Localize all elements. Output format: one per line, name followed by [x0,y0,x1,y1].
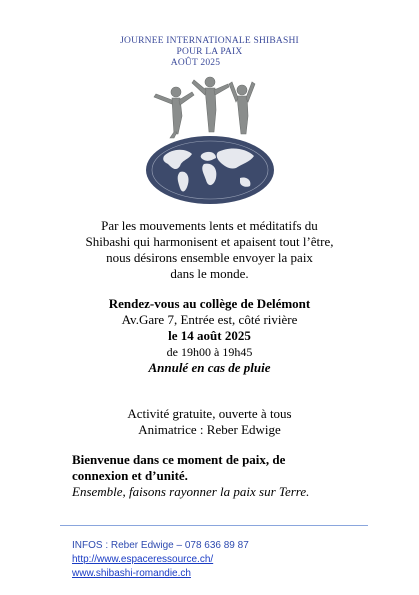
divider [60,525,368,526]
rendezvous-date: le 14 août 2025 [168,328,251,343]
rendezvous-title: Rendez-vous au collège de Delémont [108,296,311,311]
welcome-line-1: Bienvenue dans ce moment de paix, de [72,452,286,467]
activity-block [0,406,419,438]
welcome-line-3: Ensemble, faisons rayonner la paix sur Terre. [72,484,310,499]
intro-line-4: dans le monde. [170,266,249,281]
link-shibashi-romandie[interactable]: www.shibashi-romandie.ch [72,568,191,579]
header [0,36,419,69]
figures-over-globe-icon [142,76,278,206]
infos-contact: INFOS : Reber Edwige – 078 636 89 87 [72,540,249,551]
intro-line-1: Par les mouvements lents et méditatifs du [101,218,318,233]
rendezvous-block [0,296,419,376]
rendezvous-address: Av.Gare 7, Entrée est, côté rivière [121,312,298,327]
welcome-line-2: connexion et d’unité. [72,468,188,483]
intro-line-2: Shibashi qui harmonisent et apaisent tout l’être, [85,234,334,249]
header-subtitle: POUR LA PAIX [176,47,243,57]
header-date: AOÛT 2025 [170,58,221,68]
intro-line-3: nous désirons ensemble envoyer la paix [106,250,313,265]
welcome-block [72,452,372,500]
header-title: JOURNEE INTERNATIONALE SHIBASHI [120,36,299,46]
rain-note: Annulé en cas de pluie [148,360,271,375]
activity-line-1: Activité gratuite, ouverte à tous [127,406,292,421]
link-espaceressource[interactable]: http://www.espaceressource.ch/ [72,554,214,565]
activity-line-2: Animatrice : Reber Edwige [138,422,281,437]
infos-block [72,539,392,581]
intro-text [0,218,419,282]
rendezvous-time: de 19h00 à 19h45 [166,345,253,359]
